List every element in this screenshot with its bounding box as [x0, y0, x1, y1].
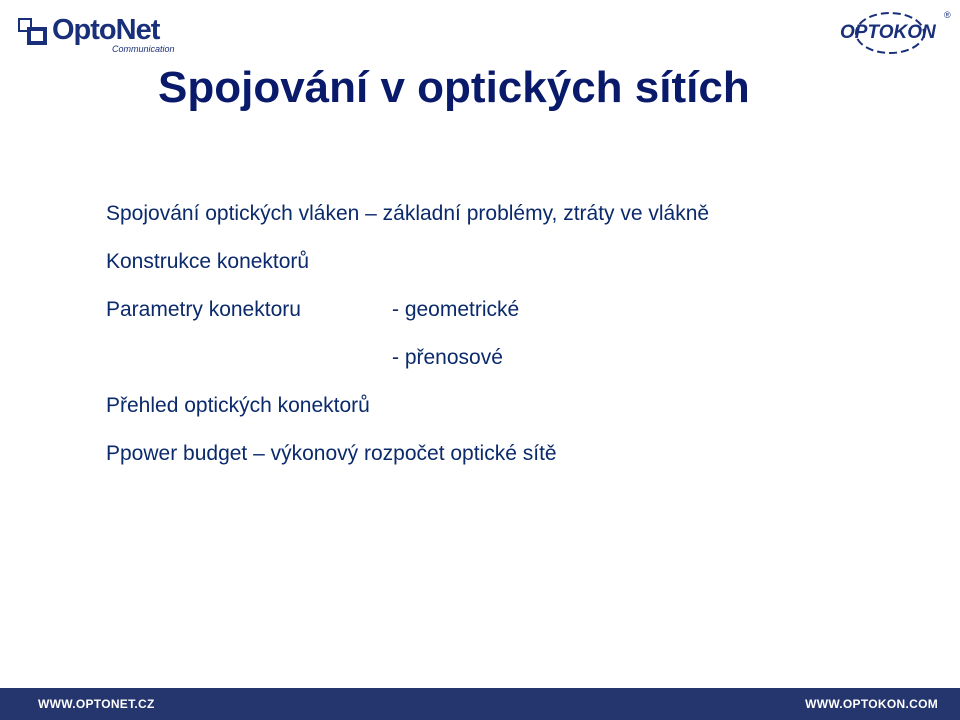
optokon-logo-name: OPTOKON	[840, 22, 936, 43]
optonet-logo	[18, 12, 178, 52]
footer-link-optokon[interactable]: WWW.OPTOKON.COM	[805, 697, 938, 711]
list-item: Konstrukce konektorů	[106, 250, 310, 273]
optonet-logo-mark-icon	[18, 18, 48, 46]
list-item: Přehled optických konektorů	[106, 394, 370, 417]
footer-bar	[0, 688, 960, 720]
optonet-logo-name: OptoNet	[52, 14, 160, 46]
optokon-logo	[832, 8, 954, 58]
registered-mark: ®	[944, 10, 951, 20]
sub-list-item: - přenosové	[392, 346, 503, 369]
footer-link-optonet[interactable]: WWW.OPTONET.CZ	[38, 697, 155, 711]
list-item: Ppower budget – výkonový rozpočet optické sítě	[106, 442, 557, 465]
list-item: Parametry konektoru	[106, 298, 301, 321]
optonet-logo-tagline: Communication	[112, 44, 175, 54]
sub-list-item: - geometrické	[392, 298, 520, 321]
list-item: Spojování optických vláken – základní problémy, ztráty ve vlákně	[106, 202, 710, 225]
slide-title: Spojování v optických sítích	[158, 63, 750, 112]
